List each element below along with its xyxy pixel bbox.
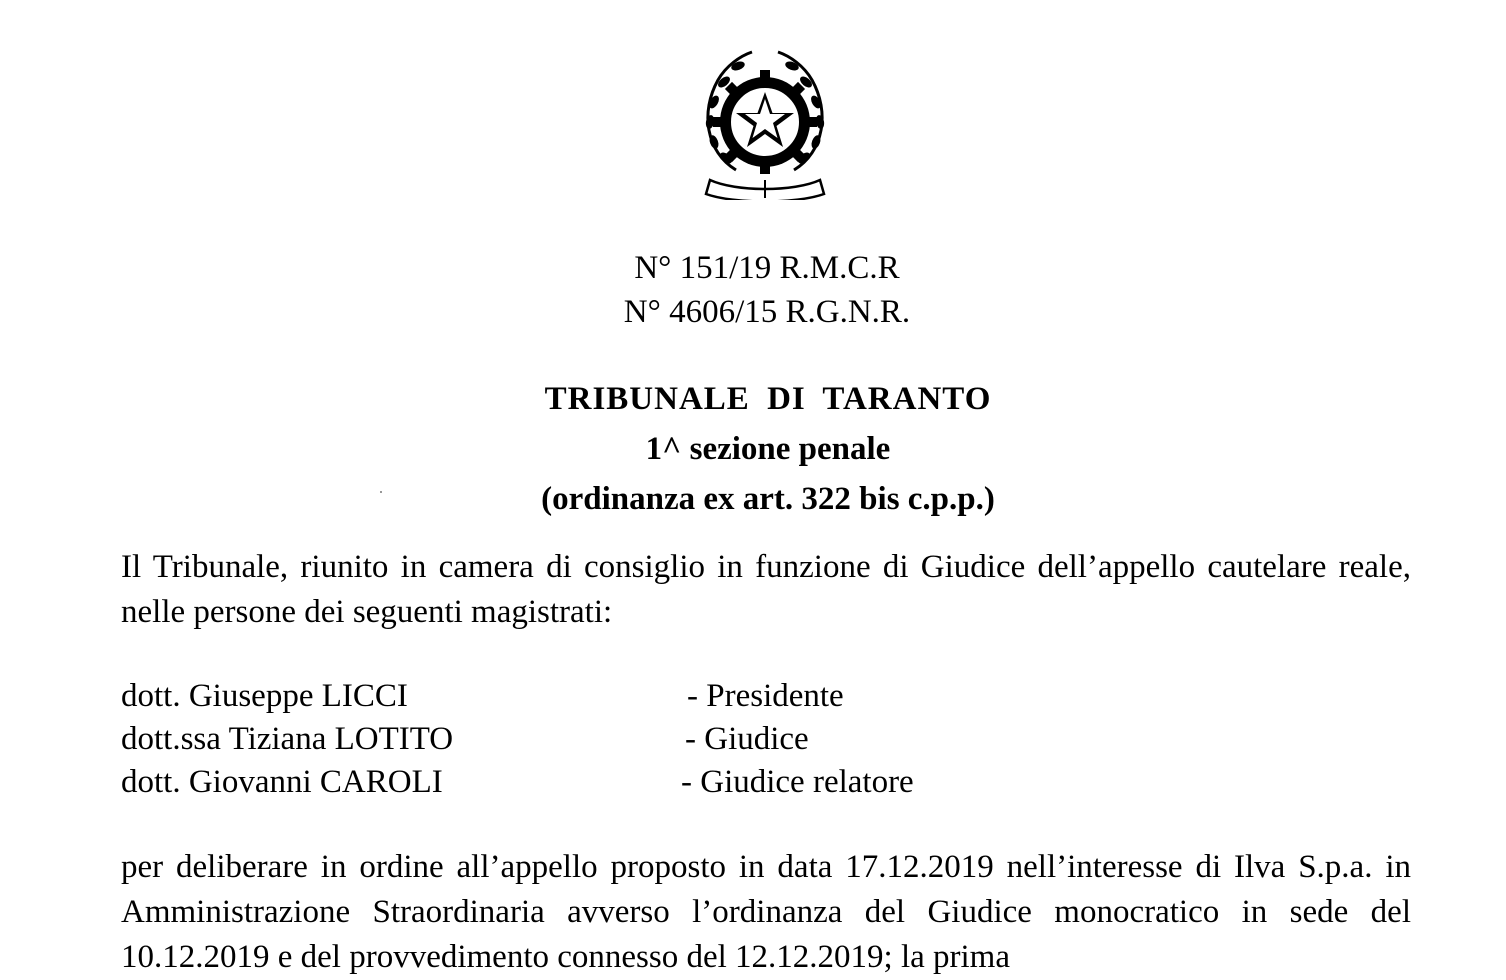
intro-paragraph: Il Tribunale, riunito in camera di consiglio in funzione di Giudice dell’appello cautelare reale, nelle persone dei seguenti magistrati: [121, 549, 1411, 630]
deliberation-paragraph: per deliberare in ordine all’appello proposto in data 17.12.2019 nell’interesse di Ilva S.p.a. in Amministrazione Straordinaria avverso l’ordinanza del Giudice monocratico in sede del 10.12.2019 e del provvedimento connesso del 12.12.2019; la prima [121, 849, 1411, 975]
case-numbers-block [0, 246, 1506, 334]
judge-role: - Giudice relatore [681, 764, 914, 800]
judge-role: - Presidente [687, 678, 844, 714]
court-header [0, 374, 1506, 524]
court-name: TRIBUNALE DI TARANTO [544, 381, 992, 417]
scan-speck [380, 491, 382, 493]
judge-name: dott. Giovanni CAROLI [121, 764, 443, 800]
court-section: 1^ sezione penale [645, 431, 891, 467]
order-type: (ordinanza ex art. 322 bis c.p.p.) [541, 481, 995, 517]
judge-role: - Giudice [685, 721, 809, 757]
case-number-rmcr: N° 151/19 R.M.C.R [634, 250, 900, 286]
judge-name: dott. Giuseppe LICCI [121, 678, 408, 714]
judge-name: dott.ssa Tiziana LOTITO [121, 721, 454, 757]
case-number-rgnr: N° 4606/15 R.G.N.R. [623, 294, 911, 330]
italian-republic-emblem-icon [696, 42, 834, 200]
